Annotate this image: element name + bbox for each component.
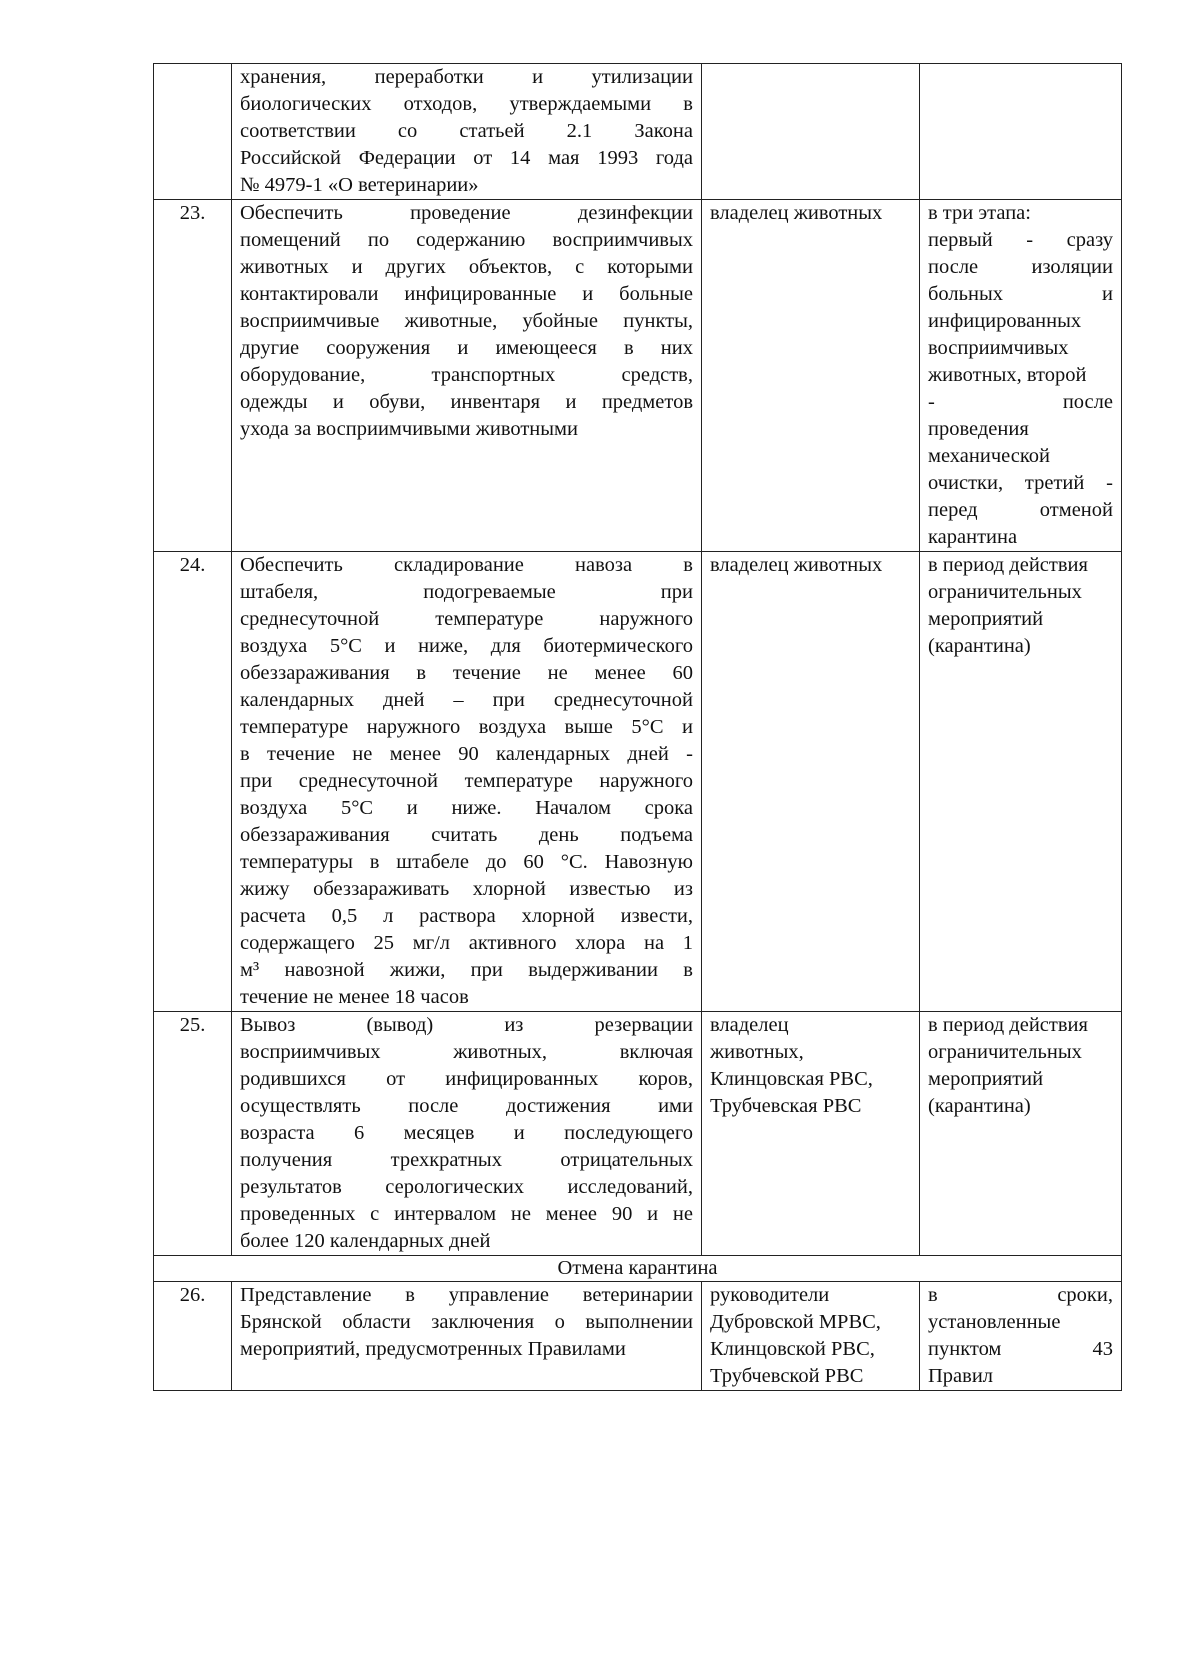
section-row xyxy=(154,1256,1122,1282)
responsible-cell: владелец животных, Клинцовская РВС, Трубчевская РВС xyxy=(702,1012,920,1256)
table-row xyxy=(154,552,1122,1012)
section-title: Отмена карантина xyxy=(154,1256,1122,1282)
deadline-cell xyxy=(920,64,1122,200)
measure-text: Вывоз (вывод) из резервации восприимчивых животных, включая родившихся от инфицированных коров, осуществлять после достижения ими возраста 6 месяцев и последующего получения трехкратных отрицательных результатов серологических исследований, проведенных с интервалом не менее 90 и не более 120 календарных дней xyxy=(232,1012,702,1256)
row-number xyxy=(154,64,232,200)
table-row xyxy=(154,1282,1122,1391)
deadline-cell: в период действия ограничительных мероприятий (карантина) xyxy=(920,1012,1122,1256)
measure-text: Обеспечить проведение дезинфекции помещений по содержанию восприимчивых животных и других объектов, с которыми контактировали инфицированные и больные восприимчивые животные, убойные пункты, другие сооружения и имеющееся в них оборудование, транспортных средств, одежды и обуви, инвентаря и предметов ухода за восприимчивыми животными xyxy=(232,200,702,552)
row-number: 26. xyxy=(154,1282,232,1391)
responsible-cell xyxy=(702,64,920,200)
deadline-cell: в период действия ограничительных мероприятий (карантина) xyxy=(920,552,1122,1012)
table-row xyxy=(154,64,1122,200)
row-number: 25. xyxy=(154,1012,232,1256)
deadline-cell: в сроки, установленные пунктом 43 Правил xyxy=(920,1282,1122,1391)
deadline-cell: в три этапа: первый - сразу после изоляции больных и инфицированных восприимчивых животных, второй - после проведения механической очистки, третий - перед отменой карантина xyxy=(920,200,1122,552)
responsible-cell: руководители Дубровской МРВС, Клинцовской РВС, Трубчевской РВС xyxy=(702,1282,920,1391)
row-number: 24. xyxy=(154,552,232,1012)
table-row xyxy=(154,200,1122,552)
table-row xyxy=(154,1012,1122,1256)
measure-text: Представление в управление ветеринарии Брянской области заключения о выполнении мероприятий, предусмотренных Правилами xyxy=(232,1282,702,1391)
responsible-cell: владелец животных xyxy=(702,200,920,552)
measures-table xyxy=(153,63,1122,1391)
row-number: 23. xyxy=(154,200,232,552)
measure-text: хранения, переработки и утилизации биологических отходов, утверждаемыми в соответствии со статьей 2.1 Закона Российской Федерации от 14 мая 1993 года № 4979-1 «О ветеринарии» xyxy=(232,64,702,200)
responsible-cell: владелец животных xyxy=(702,552,920,1012)
measure-text: Обеспечить складирование навоза в штабеля, подогреваемые при среднесуточной температуре наружного воздуха 5°С и ниже, для биотермического обеззараживания в течение не менее 60 календарных дней – при среднесуточной температуре наружного воздуха выше 5°С и в течение не менее 90 календарных дней - при среднесуточной температуре наружного воздуха 5°С и ниже. Началом срока обеззараживания считать день подъема температуры в штабеле до 60 °С. Навозную жижу обеззараживать хлорной известью из расчета 0,5 л раствора хлорной извести, содержащего 25 мг/л активного хлора на 1 м³ навозной жижи, при выдерживании в течение не менее 18 часов xyxy=(232,552,702,1012)
